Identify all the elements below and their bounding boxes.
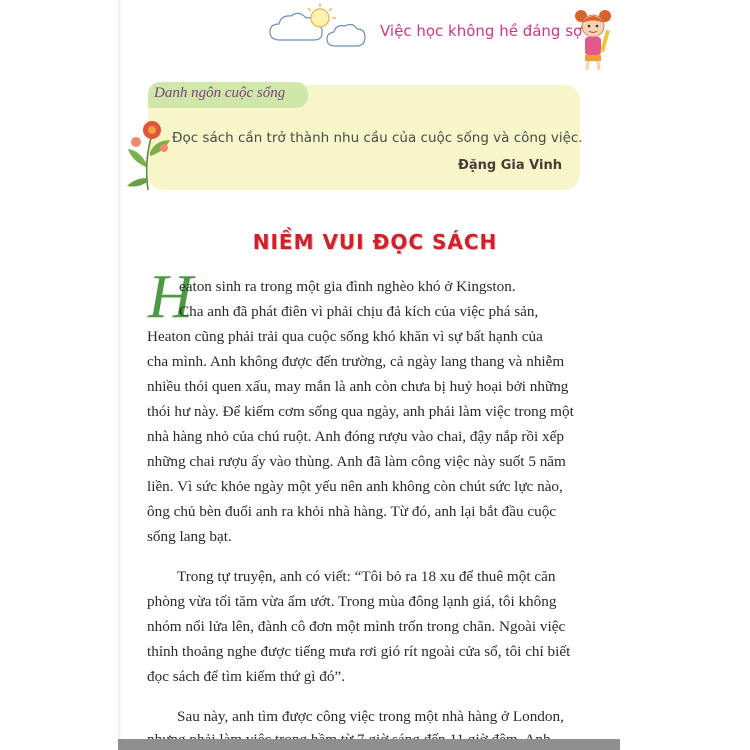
paragraph-1-line: cha mình. Anh không được đến trường, cả ngày lang thang và nhiễm xyxy=(147,353,565,370)
paragraph-1-line: ông chủ bèn đuổi anh ra khỏi nhà hàng. Từ đó, anh lại bắt đầu cuộc xyxy=(147,503,557,520)
paragraph-2-line: nhóm nổi lửa lên, đành cô đơn một mình trốn trong chăn. Ngoài việc xyxy=(147,618,566,635)
paragraph-1-line: Heaton cũng phải trải qua cuộc sống khó khăn vì sự bất hạnh của xyxy=(147,328,543,345)
paragraph-1-line: sống lang bạt. xyxy=(147,528,232,545)
paragraph-2-line: Trong tự truyện, anh có viết: “Tôi bỏ ra 18 xu để thuê một căn xyxy=(177,568,556,585)
quote-author: Đặng Gia Vinh xyxy=(458,158,562,173)
page-bottom-edge xyxy=(118,739,620,750)
paragraph-1-line: những chai rượu ấy vào thùng. Anh đã làm công việc này suốt 5 năm xyxy=(147,453,566,470)
sun-icon xyxy=(308,3,336,27)
girl-with-pencil-icon xyxy=(573,6,613,72)
paragraph-2-line: phòng vừa tối tăm vừa ẩm ướt. Trong mùa đông lạnh giá, tôi không xyxy=(147,593,557,610)
chapter-title: Việc học không hề đáng sợ xyxy=(380,22,583,40)
drop-cap: H xyxy=(148,263,193,331)
paragraph-1-line: liền. Vì sức khỏe ngày một yếu nên anh không còn chút sức lực nào, xyxy=(147,478,563,495)
paragraph-1-line: thói hư này. Để kiếm cơm sống qua ngày, anh phải làm việc trong một xyxy=(147,403,574,420)
paragraph-1-line: Cha anh đã phát điên vì phải chịu đả kích của việc phá sản, xyxy=(179,303,539,320)
paragraph-2-line: đọc sách để tìm kiếm thứ gì đó”. xyxy=(147,668,346,685)
paragraph-3-line: Sau này, anh tìm được công việc trong một nhà hàng ở London, xyxy=(177,708,564,725)
paragraph-1-line: nhà hàng nhỏ của chú ruột. Anh đóng rượu vào chai, đậy nắp rồi xếp xyxy=(147,428,564,445)
paragraph-1-line: eaton sinh ra trong một gia đình nghèo khó ở Kingston. xyxy=(179,278,516,295)
flower-icon xyxy=(122,112,174,192)
quote-text: Đọc sách cần trở thành nhu cầu của cuộc sống và công việc. xyxy=(172,130,583,146)
article-title: NIỀM VUI ĐỌC SÁCH xyxy=(252,230,498,254)
paragraph-2-line: thỉnh thoảng nghe được tiếng mưa rơi gió rít ngoài cửa sổ, tôi chỉ biết xyxy=(147,643,571,660)
paragraph-1-line: nhiều thói quen xấu, may mắn là anh còn chưa bị huỷ hoại bởi những xyxy=(147,378,569,395)
clouds-icon xyxy=(160,0,370,56)
quote-label: Danh ngôn cuộc sống xyxy=(154,85,286,101)
